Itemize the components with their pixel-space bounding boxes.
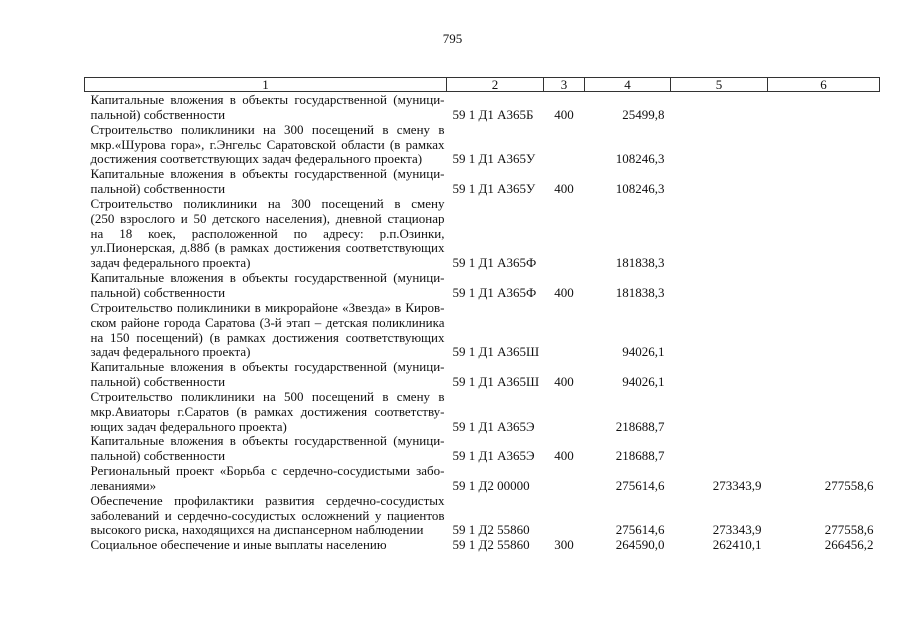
row-value-col4: 275614,6 — [615, 522, 665, 538]
description-line: задач федерального проекта) — [90, 255, 251, 271]
row-expense-type — [544, 301, 585, 360]
row-expense-type: 400 — [554, 284, 574, 300]
description-line: высокого риска, находящихся на диспансерном наблюдении — [90, 522, 424, 538]
row-value-col4: 25499,8 — [622, 106, 665, 122]
row-expense-type: 300 — [554, 537, 574, 553]
row-value-col5 — [671, 360, 768, 390]
row-description — [85, 390, 447, 435]
header-col-4: 4 — [585, 78, 671, 92]
row-value-col5 — [671, 301, 768, 360]
row-value-col5: 262410,1 — [712, 537, 762, 553]
row-value-col6 — [768, 92, 880, 123]
description-line: пальной) собственности — [90, 181, 226, 197]
row-expense-type: 400 — [554, 448, 574, 464]
row-value-col6: 266456,2 — [824, 537, 874, 553]
row-value-col4: 275614,6 — [615, 477, 665, 493]
row-value-col4: 181838,3 — [615, 284, 665, 300]
description-line: леваниями» — [90, 477, 157, 493]
row-value-col4: 108246,3 — [615, 181, 665, 197]
row-value-col4: 94026,1 — [622, 344, 665, 360]
row-description — [85, 360, 447, 390]
description-line: Капитальные вложения в объекты государственной (муници- — [90, 92, 445, 107]
table-row — [85, 434, 880, 464]
row-value-col4: 264590,0 — [615, 537, 665, 553]
description-line: Обеспечение профилактики развития сердечно-сосудистых — [90, 492, 445, 508]
description-line: Строительство поликлиники на 300 посещений в смену в — [90, 121, 445, 137]
row-expense-type: 400 — [554, 374, 574, 390]
row-description — [85, 92, 447, 123]
row-expense-type: 400 — [554, 181, 574, 197]
row-value-col5 — [671, 434, 768, 464]
row-code: 59 1 Д1 А365У — [452, 181, 536, 197]
row-description — [85, 434, 447, 464]
description-line: достижения соответствующих задач федерального проекта) — [90, 151, 423, 167]
row-expense-type — [544, 390, 585, 435]
row-description — [85, 197, 447, 271]
description-line: ул.Пионерская, д.88б (в рамках достижения соответствующих — [90, 240, 445, 256]
description-line: Капитальные вложения в объекты государственной (муници- — [90, 433, 445, 449]
table-row — [85, 197, 880, 271]
row-value-col4: 94026,1 — [622, 374, 665, 390]
description-line: мкр.Авиаторы г.Саратов (в рамках достижения соответству- — [90, 403, 445, 419]
description-line: Региональный проект «Борьба с сердечно-сосудистыми забо- — [90, 463, 445, 479]
row-value-col6: 277558,6 — [824, 522, 874, 538]
header-col-1: 1 — [85, 78, 447, 92]
row-code: 59 1 Д1 А365Э — [452, 418, 535, 434]
row-value-col4: 181838,3 — [615, 255, 665, 271]
row-value-col5: 273343,9 — [712, 522, 762, 538]
description-line: Строительство поликлиники на 500 посещений в смену в — [90, 388, 445, 404]
row-value-col4: 218688,7 — [615, 448, 665, 464]
row-value-col4: 108246,3 — [615, 151, 665, 167]
description-line: ском районе города Саратова (3-й этап – детская поликлиника — [90, 314, 445, 330]
row-code: 59 1 Д2 00000 — [452, 477, 530, 493]
row-value-col6: 277558,6 — [824, 477, 874, 493]
description-line: Строительство поликлиники на 300 посещений в смену — [90, 195, 445, 211]
table-row — [85, 360, 880, 390]
header-col-2: 2 — [447, 78, 544, 92]
row-code: 59 1 Д2 55860 — [452, 522, 530, 538]
row-expense-type — [544, 123, 585, 168]
row-value-col5 — [671, 123, 768, 168]
row-value-col6 — [768, 434, 880, 464]
row-description — [85, 538, 447, 553]
row-value-col5 — [671, 390, 768, 435]
description-line: пальной) собственности — [90, 106, 226, 122]
row-code: 59 1 Д1 А365Ф — [452, 255, 537, 271]
row-value-col5 — [671, 92, 768, 123]
description-line: Строительство поликлиники в микрорайоне «Звезда» в Киров- — [90, 299, 445, 315]
row-code: 59 1 Д1 А365У — [452, 151, 536, 167]
description-line: пальной) собственности — [90, 448, 226, 464]
row-value-col5 — [671, 197, 768, 271]
header-col-5: 5 — [671, 78, 768, 92]
row-expense-type — [544, 494, 585, 539]
row-value-col6 — [768, 197, 880, 271]
row-value-col6 — [768, 390, 880, 435]
row-value-col6 — [768, 301, 880, 360]
header-col-3: 3 — [544, 78, 585, 92]
description-line: ющих задач федерального проекта) — [90, 418, 287, 434]
row-description — [85, 271, 447, 301]
row-value-col4: 218688,7 — [615, 418, 665, 434]
description-line: на 150 посещений) (в рамках достижения соответствующих — [90, 329, 445, 345]
budget-table — [84, 77, 880, 553]
row-value-col6 — [768, 271, 880, 301]
description-line: задач федерального проекта) — [90, 344, 251, 360]
row-value-col5 — [671, 271, 768, 301]
description-line: мкр.«Шурова гора», г.Энгельс Саратовской области (в рамках — [90, 136, 445, 152]
row-description — [85, 494, 447, 539]
table-row — [85, 123, 880, 168]
description-line: на 18 коек, расположенной по адресу: р.п.Озинки, — [90, 225, 445, 241]
row-code: 59 1 Д1 А365Б — [452, 106, 534, 122]
description-line: Капитальные вложения в объекты государственной (муници- — [90, 270, 445, 286]
description-line: Социальное обеспечение и иные выплаты населению — [90, 537, 387, 553]
row-description — [85, 123, 447, 168]
description-line: Капитальные вложения в объекты государственной (муници- — [90, 359, 445, 375]
table-row — [85, 92, 880, 123]
row-code: 59 1 Д1 А365Э — [452, 448, 535, 464]
row-expense-type: 400 — [554, 106, 574, 122]
description-line: пальной) собственности — [90, 284, 226, 300]
table-row — [85, 390, 880, 435]
table-row — [85, 271, 880, 301]
row-code: 59 1 Д1 А365Ш — [452, 344, 540, 360]
header-col-6: 6 — [768, 78, 880, 92]
description-line: Капитальные вложения в объекты государственной (муници- — [90, 166, 445, 182]
table-row — [85, 464, 880, 494]
row-value-col5 — [671, 167, 768, 197]
header-row — [85, 78, 880, 92]
table-row — [85, 167, 880, 197]
description-line: (250 взрослого и 50 детского населения), дневной стационар — [90, 210, 445, 226]
row-expense-type — [544, 197, 585, 271]
description-line: пальной) собственности — [90, 374, 226, 390]
table-row — [85, 301, 880, 360]
row-code: 59 1 Д1 А365Ш — [452, 374, 540, 390]
row-description — [85, 301, 447, 360]
table-body — [85, 92, 880, 554]
row-value-col6 — [768, 167, 880, 197]
row-description — [85, 167, 447, 197]
row-value-col6 — [768, 360, 880, 390]
description-line: заболеваний и сердечно-сосудистых осложнений у пациентов — [90, 507, 445, 523]
row-value-col6 — [768, 123, 880, 168]
row-code: 59 1 Д2 55860 — [452, 537, 530, 553]
row-description — [85, 464, 447, 494]
row-value-col5: 273343,9 — [712, 477, 762, 493]
row-expense-type — [544, 464, 585, 494]
table-row — [85, 538, 880, 553]
row-code: 59 1 Д1 А365Ф — [452, 284, 537, 300]
page-number: 795 — [442, 31, 463, 46]
table-row — [85, 494, 880, 539]
